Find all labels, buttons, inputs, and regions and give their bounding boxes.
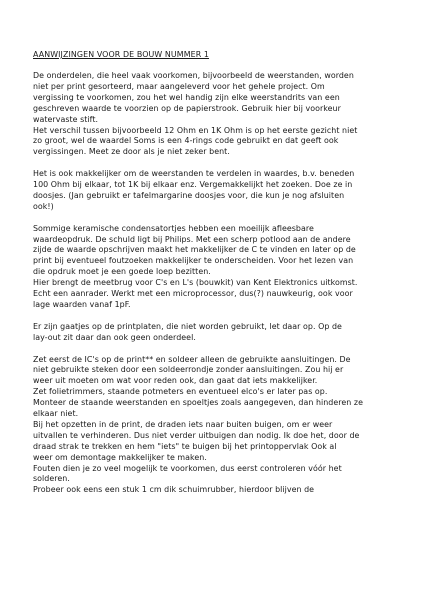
- paragraph-ics-solderen: [33, 355, 393, 497]
- text-line: print bij eventueel foutzoeken makkelijker te onderscheiden. Voor het lezen van: [33, 256, 354, 266]
- text-line: zijde de waarde opschrijven maakt het makkelijker de C te vinden en later op de: [33, 245, 356, 255]
- text-line: watervaste stift.: [33, 114, 99, 124]
- paragraph-weerstanden-sorteren: [33, 71, 393, 158]
- text-line: doosjes. (Jan gebruikt er tafelmargarine doosjes voor, die kun je nog afsluiten: [33, 190, 345, 200]
- document-heading: AANWIJZINGEN VOOR DE BOUW NUMMER 1: [33, 50, 210, 59]
- text-line: Hier brengt de meetbrug voor C's en L's (bouwkit) van Kent Elektronics uitkomst.: [33, 278, 358, 288]
- text-line: 100 Ohm bij elkaar, tot 1K bij elkaar enz. Vergemakkelijkt het zoeken. Doe ze in: [33, 180, 353, 190]
- paragraph-gaatjes: [33, 322, 393, 344]
- text-line: Sommige keramische condensatortjes hebben een moeilijk afleesbare: [33, 223, 314, 233]
- text-line: De onderdelen, die heel vaak voorkomen, bijvoorbeeld de weerstanden, worden: [33, 71, 354, 80]
- text-line: waardeopdruk. De schuld ligt bij Philips. Met een scherp potlood aan de andere: [33, 234, 351, 244]
- text-line: Het verschil tussen bijvoorbeeld 12 Ohm en 1K Ohm is op het eerste gezicht niet: [33, 125, 358, 135]
- text-line: zo groot, wel de waardel Soms is een 4-rings code gebruikt en dat geeft ook: [33, 136, 339, 146]
- text-line: uitvallen te verhinderen. Dus niet verder uitbuigen dan nodig. Ik doe het, door de: [33, 430, 360, 440]
- paragraph-weerstanden-verdelen: [33, 169, 393, 213]
- text-line: lage waarden vanaf 1pF.: [33, 300, 131, 309]
- text-line: elkaar niet.: [33, 409, 79, 419]
- text-line: Echt een aanrader. Werkt met een microprocessor, dus(?) nauwkeurig, ook voor: [33, 289, 353, 299]
- text-line: Probeer ook eens een stuk 1 cm dik schuimrubber, hierdoor blijven de: [33, 485, 315, 495]
- text-line: Zet folietrimmers, staande potmeters en eventueel elco's er later pas op.: [33, 387, 328, 397]
- text-line: draad strak te trekken en hem "iets" te buigen bij het printoppervlak Ook al: [33, 441, 337, 451]
- text-line: Er zijn gaatjes op de printplaten, die niet worden gebruikt, let daar op. Op de: [33, 321, 342, 331]
- text-line: Bij het opzetten in de print, de draden iets naar buiten buigen, om er weer: [33, 419, 333, 429]
- text-line: Zet eerst de IC's op de print** en soldeer alleen de gebruikte aansluitingen. De: [33, 354, 351, 364]
- text-line: geschreven waarde te voorzien op de papierstrook. Gebruik hier bij voorkeur: [33, 103, 341, 113]
- text-line: weer uit moeten om wat voor reden ook, dan gaat dat iets makkelijker.: [33, 376, 318, 386]
- paragraph-condensatoren: [33, 224, 393, 311]
- text-line: Het is ook makkelijker om de weerstanden te verdelen in waardes, b.v. beneden: [33, 169, 355, 179]
- text-line: ook!): [33, 201, 54, 211]
- text-line: Monteer de staande weerstanden en spoeltjes zoals aangegeven, dan hinderen ze: [33, 398, 363, 408]
- text-line: vergissing te voorkomen, zou het wel handig zijn elke weerstandrits van een: [33, 92, 340, 102]
- text-line: solderen.: [33, 474, 70, 484]
- text-line: vergissingen. Meet ze door als je niet zeker bent.: [33, 147, 230, 157]
- text-line: niet per print gesorteerd, maar aangeleverd voor het gehele project. Om: [33, 81, 325, 91]
- text-line: weer om demontage makkelijker te maken.: [33, 452, 207, 462]
- text-line: Fouten dien je zo veel mogelijk te voorkomen, dus eerst controleren vóór het: [33, 463, 342, 473]
- text-line: niet gebruikte steken door een soldeerrondje zonder aansluitingen. Zou hij er: [33, 365, 344, 375]
- text-line: lay-out zit daar dan ook geen onderdeel.: [33, 332, 196, 342]
- text-line: die opdruk moet je een goede loep bezitten.: [33, 267, 211, 277]
